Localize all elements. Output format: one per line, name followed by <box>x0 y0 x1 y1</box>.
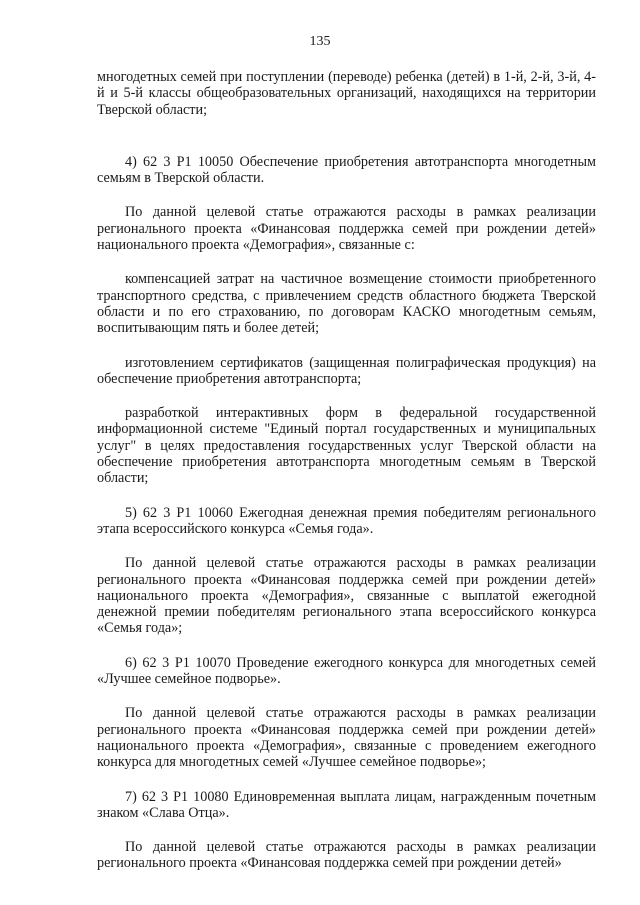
document-body <box>97 69 596 872</box>
paragraph-item-5-heading: 5) 62 3 P1 10060 Ежегодная денежная премия победителям регионального этапа всероссийского конкурса «Семья года». <box>97 504 596 537</box>
paragraph-item-5-description: По данной целевой статье отражаются расходы в рамках реализации регионального проекта «Финансовая поддержка семей при рождении детей» национального проекта «Демография», связанные с выплатой ежегодной денежной премии победителям регионального этапа всероссийского конкурса «Семья года»; <box>97 555 596 637</box>
paragraph-continuation: многодетных семей при поступлении (переводе) ребенка (детей) в 1-й, 2-й, 3-й, 4-й и 5-й классы общеобразовательных организаций, находящихся на территории Тверской области; <box>97 69 596 118</box>
paragraph-item-4-description: По данной целевой статье отражаются расходы в рамках реализации регионального проекта «Финансовая поддержка семей при рождении детей» национального проекта «Демография», связанные с: <box>97 204 596 254</box>
page-number: 135 <box>309 34 331 49</box>
paragraph-interactive-forms: разработкой интерактивных форм в федеральной государственной информационной системе "Единый портал государственных и муниципальных услуг" в целях предоставления государственных услуг Тверской области на обеспечение приобретения автотранспорта многодетным семьям в Тверской области; <box>97 405 596 487</box>
paragraph-item-7-description: По данной целевой статье отражаются расходы в рамках реализации регионального проекта «Финансовая поддержка семей при рождении детей» <box>97 839 596 872</box>
paragraph-compensation: компенсацией затрат на частичное возмещение стоимости приобретенного транспортного средства, с привлечением средств областного бюджета Тверской области и по его страхованию, по договорам КАСКО многодетным семьям, воспитывающим пять и более детей; <box>97 271 596 337</box>
paragraph-item-7-heading: 7) 62 3 P1 10080 Единовременная выплата лицам, награжденным почетным знаком «Слава Отца». <box>97 788 596 821</box>
paragraph-item-6-heading: 6) 62 3 P1 10070 Проведение ежегодного конкурса для многодетных семей «Лучшее семейное подворье». <box>97 654 596 688</box>
paragraph-item-4-heading: 4) 62 3 P1 10050 Обеспечение приобретения автотранспорта многодетным семьям в Тверской области. <box>97 153 596 187</box>
paragraph-certificates: изготовлением сертификатов (защищенная полиграфическая продукция) на обеспечение приобретения автотранспорта; <box>97 354 596 387</box>
paragraph-item-6-description: По данной целевой статье отражаются расходы в рамках реализации регионального проекта «Финансовая поддержка семей при рождении детей» национального проекта «Демография», связанные с проведением ежегодного конкурса для многодетных семей «Лучшее семейное подворье»; <box>97 705 596 771</box>
